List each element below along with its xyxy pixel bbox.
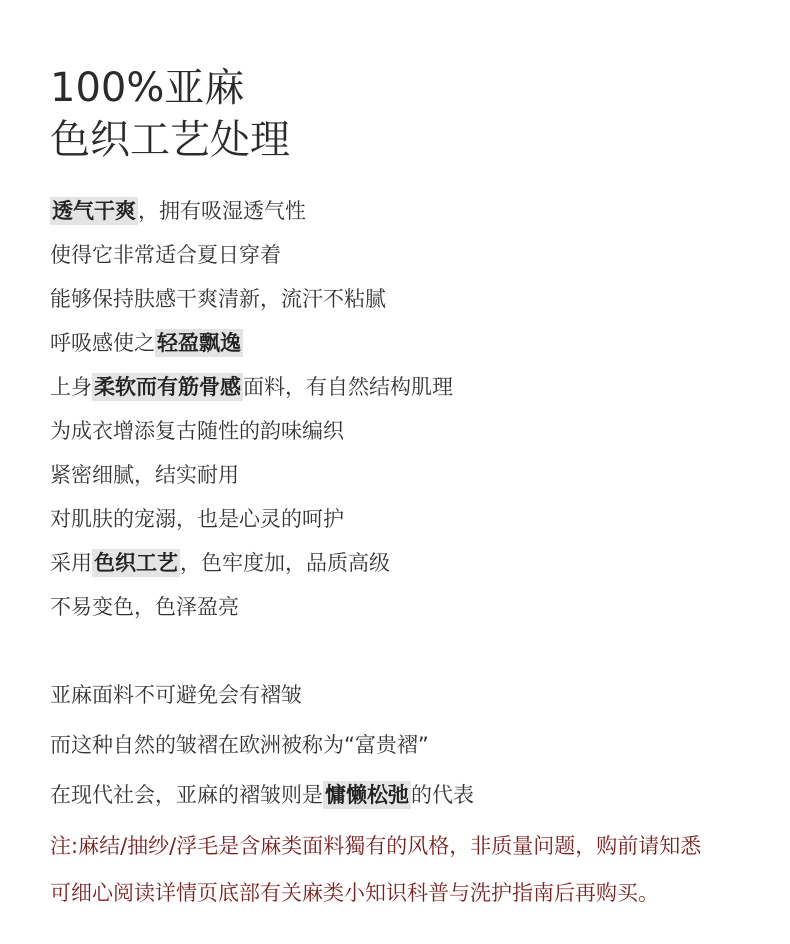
line-text: ，色牢度加，品质高级 <box>180 551 390 575</box>
body-line <box>50 238 281 272</box>
highlight-text: 透气干爽 <box>52 199 136 223</box>
line-text: 为成衣增添复古随性的韵味编织 <box>50 419 344 443</box>
line-text: 采用 <box>50 551 92 575</box>
highlight-text: 轻盈飘逸 <box>157 331 241 355</box>
highlight-text: 慵懒松弛 <box>325 783 409 807</box>
body-line <box>50 458 239 492</box>
line-text: 不易变色，色泽盈亮 <box>50 595 239 619</box>
line-text: 能够保持肤感干爽清新，流汗不粘腻 <box>50 287 386 311</box>
body-line <box>50 194 306 228</box>
body-line <box>50 728 429 762</box>
line-text: 而这种自然的皱褶在欧洲被称为“富贵褶” <box>50 733 429 757</box>
body-line <box>50 678 302 712</box>
body-line <box>50 282 386 316</box>
line-text: 的代表 <box>411 783 474 807</box>
line-text: ，拥有吸湿透气性 <box>138 199 306 223</box>
body-line <box>50 590 239 624</box>
highlight-text: 柔软而有筋骨感 <box>94 375 241 399</box>
notice-line-1: 注:麻结/抽纱/浮毛是含麻类面料獨有的风格，非质量问题，购前请知悉 <box>50 834 702 858</box>
notice-line-2: 可细心阅读详情页底部有关麻类小知识科普与洗护指南后再购买。 <box>50 881 659 905</box>
line-text: 面料，有自然结构肌理 <box>243 375 453 399</box>
line-text: 在现代社会，亚麻的褶皱则是 <box>50 783 323 807</box>
line-text: 亚麻面料不可避免会有褶皱 <box>50 683 302 707</box>
body-line <box>50 414 344 448</box>
body-line <box>50 778 474 812</box>
body-line <box>50 546 390 580</box>
line-text: 上身 <box>50 375 92 399</box>
body-line <box>50 370 453 404</box>
title-line-2: 色织工艺处理 <box>50 117 290 163</box>
line-text: 紧密细腻，结实耐用 <box>50 463 239 487</box>
page-title <box>50 62 290 166</box>
line-text: 呼吸感使之 <box>50 331 155 355</box>
body-line <box>50 326 243 360</box>
line-text: 使得它非常适合夏日穿着 <box>50 243 281 267</box>
title-line-1: 100%亚麻 <box>50 65 245 111</box>
highlight-text: 色织工艺 <box>94 551 178 575</box>
body-line <box>50 502 344 536</box>
line-text: 对肌肤的宠溺，也是心灵的呵护 <box>50 507 344 531</box>
